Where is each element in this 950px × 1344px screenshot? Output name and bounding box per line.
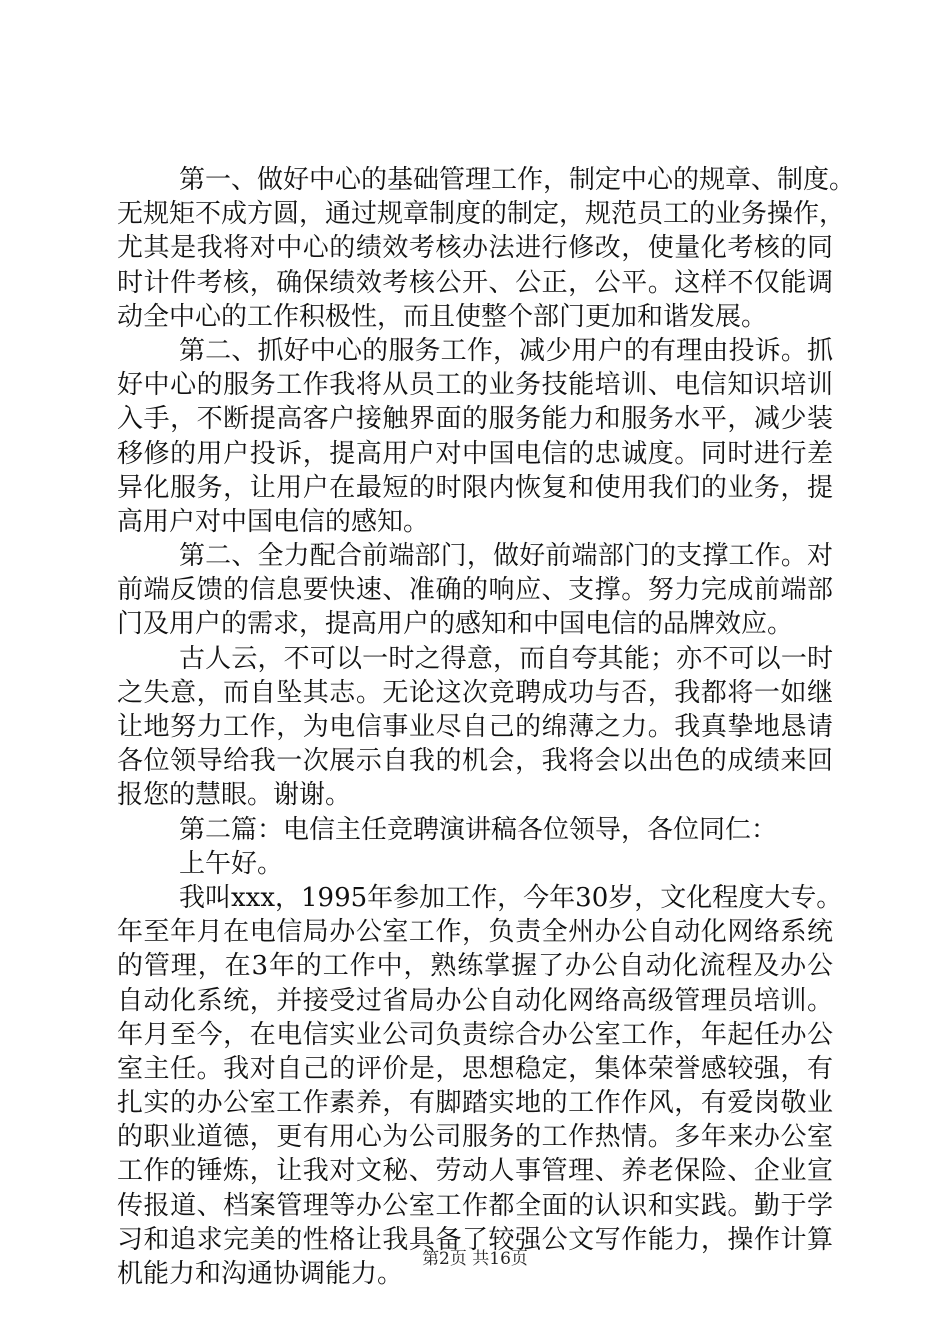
text-line: 动全中心的工作积极性，而且使整个部门更加和谐发展。: [117, 301, 768, 332]
text-line: 无规矩不成方圆，通过规章制度的制定，规范员工的业务操作，: [117, 199, 846, 230]
text-line: 机能力和沟通协调能力。: [117, 1259, 404, 1289]
text-line: 让地努力工作，为电信事业尽自己的绵薄之力。我真挚地恳请: [117, 712, 833, 742]
page-footer: 第2页 共16页: [422, 1249, 528, 1269]
text-line: 自动化系统，并接受过省局办公自动化网络高级管理员培训。: [117, 985, 833, 1016]
document-body: [117, 163, 856, 1291]
text-line: 年月至今，在电信实业公司负责综合办公室工作，年起任办公: [117, 1019, 833, 1050]
text-line: 之失意，而自坠其志。无论这次竞聘成功与否，我都将一如继: [117, 677, 833, 708]
text-line: 第一、做好中心的基础管理工作，制定中心的规章、制度。: [179, 165, 856, 195]
text-line: 尤其是我将对中心的绩效考核办法进行修改，使量化考核的同: [117, 233, 833, 264]
text-line: 报您的慧眼。谢谢。: [117, 780, 352, 811]
text-line: 工作的锤炼，让我对文秘、劳动人事管理、养老保险、企业宣: [117, 1156, 833, 1187]
text-line: 高用户对中国电信的感知。: [117, 506, 430, 537]
text-line: 异化服务，让用户在最短的时限内恢复和使用我们的业务，提: [117, 472, 833, 503]
text-line: 各位领导给我一次展示自我的机会，我将会以出色的成绩来回: [117, 746, 833, 777]
text-line: 扎实的办公室工作素养，有脚踏实地的工作作风，有爱岗敬业: [117, 1088, 833, 1119]
text-line: 第二、全力配合前端部门，做好前端部门的支撑工作。对: [179, 541, 833, 572]
text-line: 前端反馈的信息要快速、准确的响应、支撑。努力完成前端部: [117, 575, 833, 606]
text-line: 入手，不断提高客户接触界面的服务能力和服务水平，减少装: [117, 404, 833, 435]
text-line: 上午好。: [179, 848, 284, 879]
text-line: 传报道、档案管理等办公室工作都全面的认识和实践。勤于学: [117, 1190, 833, 1221]
text-line: 门及用户的需求，提高用户的感知和中国电信的品牌效应。: [117, 609, 794, 640]
text-line: 我叫xxx，1995年参加工作，今年30岁，文化程度大专。: [179, 882, 843, 913]
text-line: 的职业道德，更有用心为公司服务的工作热情。多年来办公室: [117, 1122, 833, 1153]
text-line: 好中心的服务工作我将从员工的业务技能培训、电信知识培训: [117, 370, 833, 401]
text-line: 移修的用户投诉，提高用户对中国电信的忠诚度。同时进行差: [117, 438, 833, 469]
text-line: 时计件考核，确保绩效考核公开、公正，公平。这样不仅能调: [117, 267, 833, 298]
text-line: 室主任。我对自己的评价是，思想稳定，集体荣誉感较强，有: [117, 1053, 833, 1084]
text-line: 习和追求完美的性格让我具备了较强公文写作能力，操作计算: [117, 1224, 833, 1255]
text-line: 第二篇：电信主任竞聘演讲稿各位领导，各位同仁：: [179, 814, 778, 845]
text-line: 古人云，不可以一时之得意，而自夸其能；亦不可以一时: [179, 643, 833, 674]
text-line: 年至年月在电信局办公室工作，负责全州办公自动化网络系统: [117, 917, 833, 948]
text-line: 第二、抓好中心的服务工作，减少用户的有理由投诉。抓: [179, 335, 833, 366]
text-line: 的管理，在3年的工作中，熟练掌握了办公自动化流程及办公: [117, 951, 833, 982]
